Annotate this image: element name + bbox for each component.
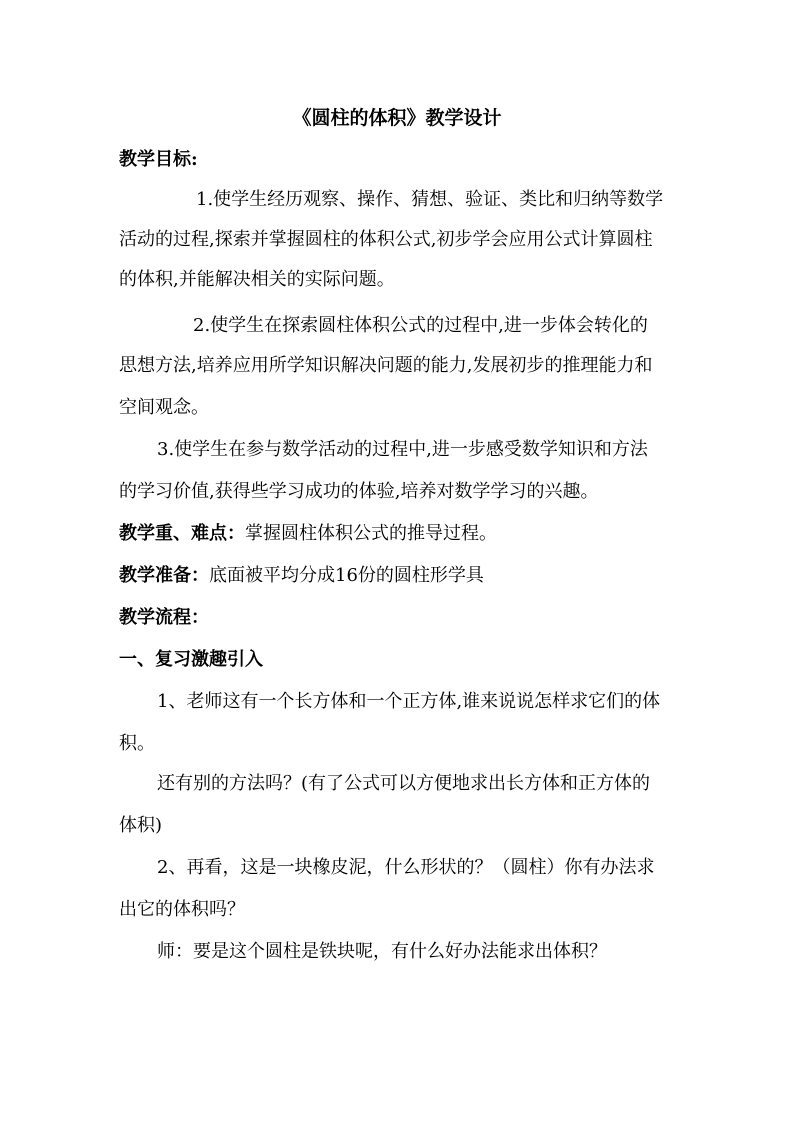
item-2-line-1: 2、再看，这是一块橡皮泥，什么形状的？（圆柱）你有办法求 [157,857,655,878]
key-points-text: 掌握圆柱体积公式的推导过程。 [245,523,497,544]
teacher-line: 师：要是这个圆柱是铁块呢，有什么好办法能求出体积？ [157,941,607,962]
goal-1-line-3: 的体积,并能解决相关的实际问题。 [119,269,395,290]
goals-heading: 教学目标: [119,149,198,170]
key-points [119,520,497,548]
preparation-text: 底面被平均分成16份的圆柱形学具 [209,565,484,586]
section-1-heading: 一、复习激趣引入 [119,649,263,670]
goal-2-line-2: 思想方法,培养应用所学知识解决问题的能力,发展初步的推理能力和 [119,355,653,376]
process-heading: 教学流程： [119,607,209,628]
goal-3-line-2: 的学习价值,获得些学习成功的体验,培养对数学学习的兴趣。 [119,481,599,502]
goal-2-line-1: 2.使学生在探索圆柱体积公式的过程中,进一步体会转化的 [193,315,648,336]
item-1-followup-line-2: 体积) [119,815,163,836]
key-points-label: 教学重、难点： [119,523,245,544]
goal-1-line-1: 1.使学生经历观察、操作、猜想、验证、类比和归纳等数学 [196,189,664,210]
preparation-label: 教学准备： [119,565,209,586]
item-1-followup-line-1: 还有别的方法吗？(有了公式可以方便地求出长方体和正方体的 [157,773,651,794]
goal-3-line-1: 3.使学生在参与数学活动的过程中,进一步感受数学知识和方法 [157,439,648,460]
item-1-line-1: 1、老师这有一个长方体和一个正方体,谁来说说怎样求它们的体 [157,691,661,712]
goal-2-line-3: 空间观念。 [119,397,209,418]
item-2-line-2: 出它的体积吗？ [119,899,245,920]
goal-1-line-2: 活动的过程,探索并掌握圆柱的体积公式,初步学会应用公式计算圆柱 [119,229,653,250]
document-title: 《圆柱的体积》教学设计 [292,107,502,129]
teaching-preparation [119,562,484,590]
item-1-line-2: 积。 [119,733,155,754]
